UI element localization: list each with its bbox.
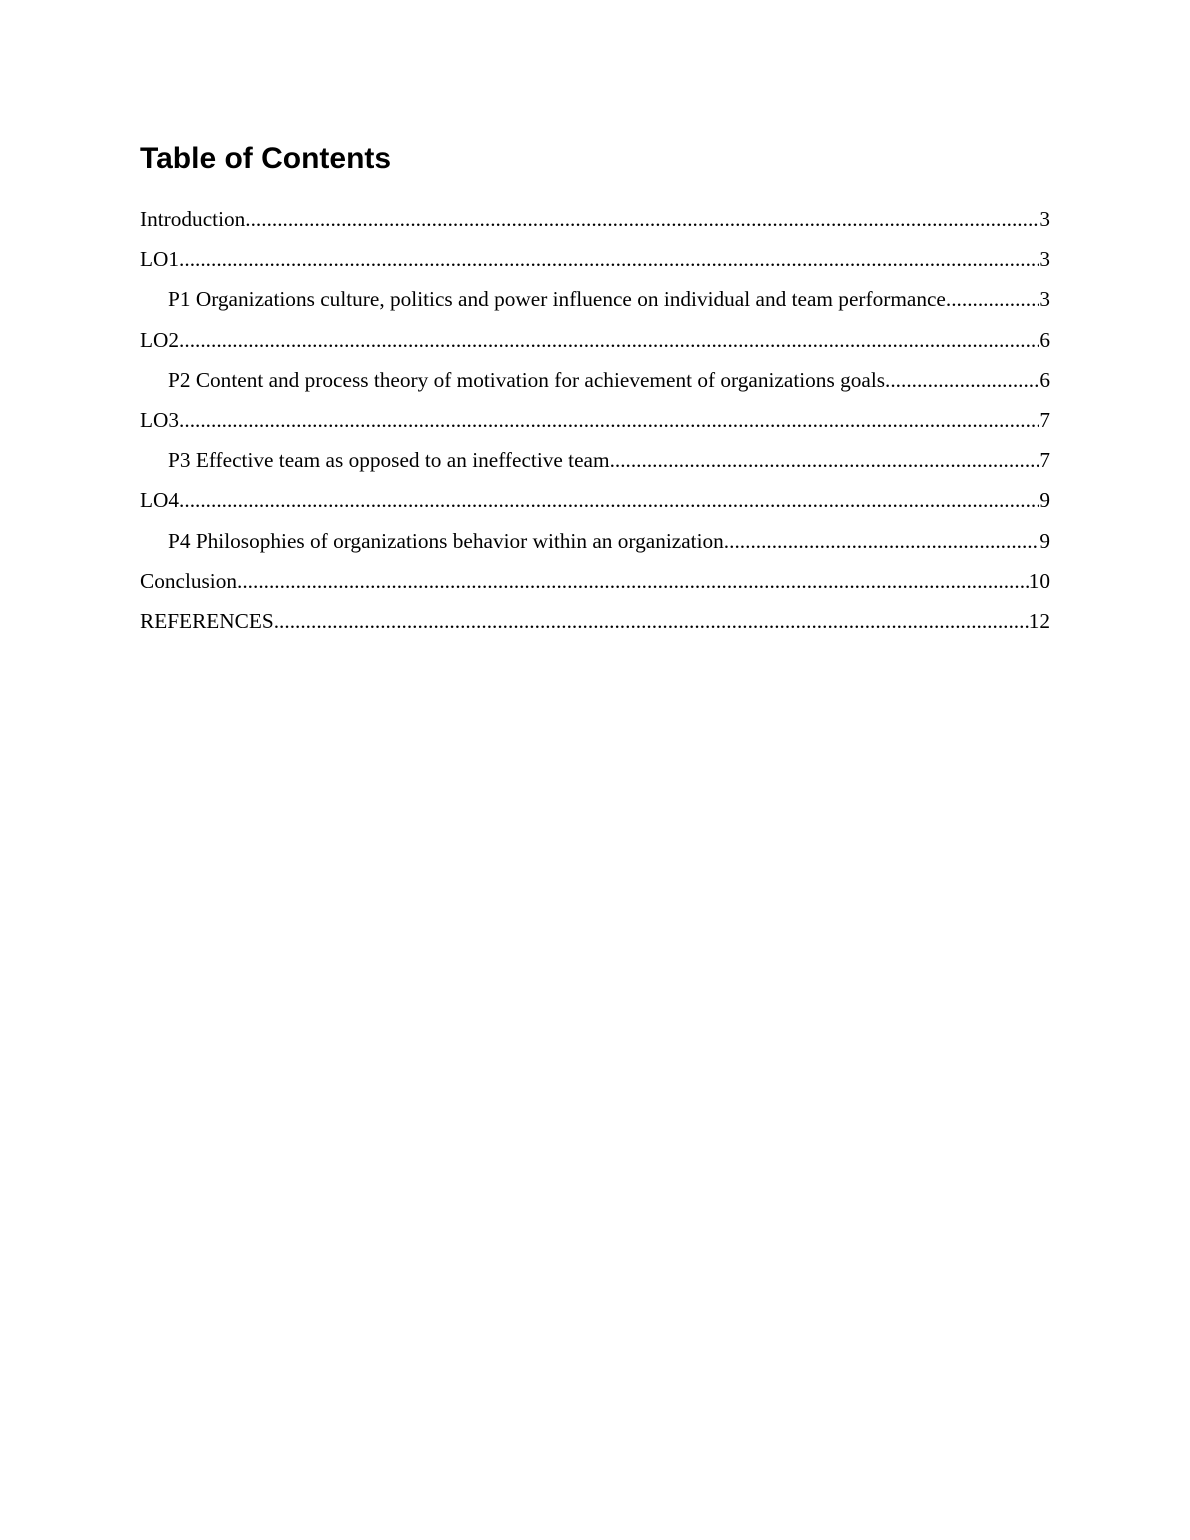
- toc-entry-label: P1 Organizations culture, politics and power influence on individual and team performance.: [168, 287, 952, 312]
- toc-dot-leader: [237, 565, 1029, 597]
- toc-entry-lo2[interactable]: [140, 324, 1050, 364]
- toc-entry-label: LO4: [140, 488, 180, 513]
- toc-page-number: 12: [1028, 608, 1050, 633]
- toc-entry-label: REFERENCES: [140, 608, 274, 633]
- toc-dot-leader: [179, 404, 1039, 436]
- toc-dot-leader: [179, 484, 1039, 516]
- toc-page-number: 3: [1039, 247, 1050, 272]
- toc-entry-lo4[interactable]: [140, 484, 1050, 524]
- toc-entry-label: P4 Philosophies of organizations behavior within an organization.: [168, 528, 730, 553]
- toc-page-number: 10: [1028, 568, 1050, 593]
- toc-title: Table of Contents: [140, 142, 392, 175]
- toc-entry-label: P2 Content and process theory of motivation for achievement of organizations goals.: [168, 367, 891, 392]
- toc-entry-label: LO2: [140, 327, 180, 352]
- toc-dot-leader: [245, 203, 1039, 235]
- toc-dot-leader: [890, 364, 1039, 396]
- toc-dot-leader: [729, 525, 1039, 557]
- toc-entry-p3[interactable]: [140, 444, 1050, 484]
- toc-entry-p2[interactable]: [140, 364, 1050, 404]
- toc-dot-leader: [610, 444, 1040, 476]
- toc-page-number: 3: [1039, 287, 1050, 312]
- toc-page-number: 9: [1039, 528, 1050, 553]
- toc-page-number: 7: [1039, 407, 1050, 432]
- toc-entry-references[interactable]: [140, 605, 1050, 645]
- toc-entry-label: LO3: [140, 407, 180, 432]
- toc-entry-lo3[interactable]: [140, 404, 1050, 444]
- toc-dot-leader: [179, 324, 1039, 356]
- toc-entry-label: Introduction: [140, 207, 246, 231]
- toc-entry-label: P3 Effective team as opposed to an ineffective team: [168, 448, 610, 473]
- toc-dot-leader: [274, 605, 1029, 637]
- toc-page-number: 9: [1039, 488, 1050, 513]
- toc-page-number: 7: [1039, 448, 1050, 473]
- toc-dot-leader: [179, 243, 1039, 275]
- toc-page-number: 6: [1039, 327, 1050, 352]
- table-of-contents: [140, 203, 1050, 645]
- toc-entry-p1[interactable]: [140, 283, 1050, 323]
- toc-entry-conclusion[interactable]: [140, 565, 1050, 605]
- toc-page-number: 6: [1039, 367, 1050, 392]
- toc-page-number: 3: [1039, 207, 1050, 231]
- toc-entry-introduction[interactable]: [140, 203, 1050, 243]
- toc-entry-label: LO1: [140, 247, 180, 272]
- toc-entry-lo1[interactable]: [140, 243, 1050, 283]
- toc-dot-leader: [951, 283, 1039, 315]
- toc-entry-label: Conclusion: [140, 568, 238, 593]
- toc-entry-p4[interactable]: [140, 525, 1050, 565]
